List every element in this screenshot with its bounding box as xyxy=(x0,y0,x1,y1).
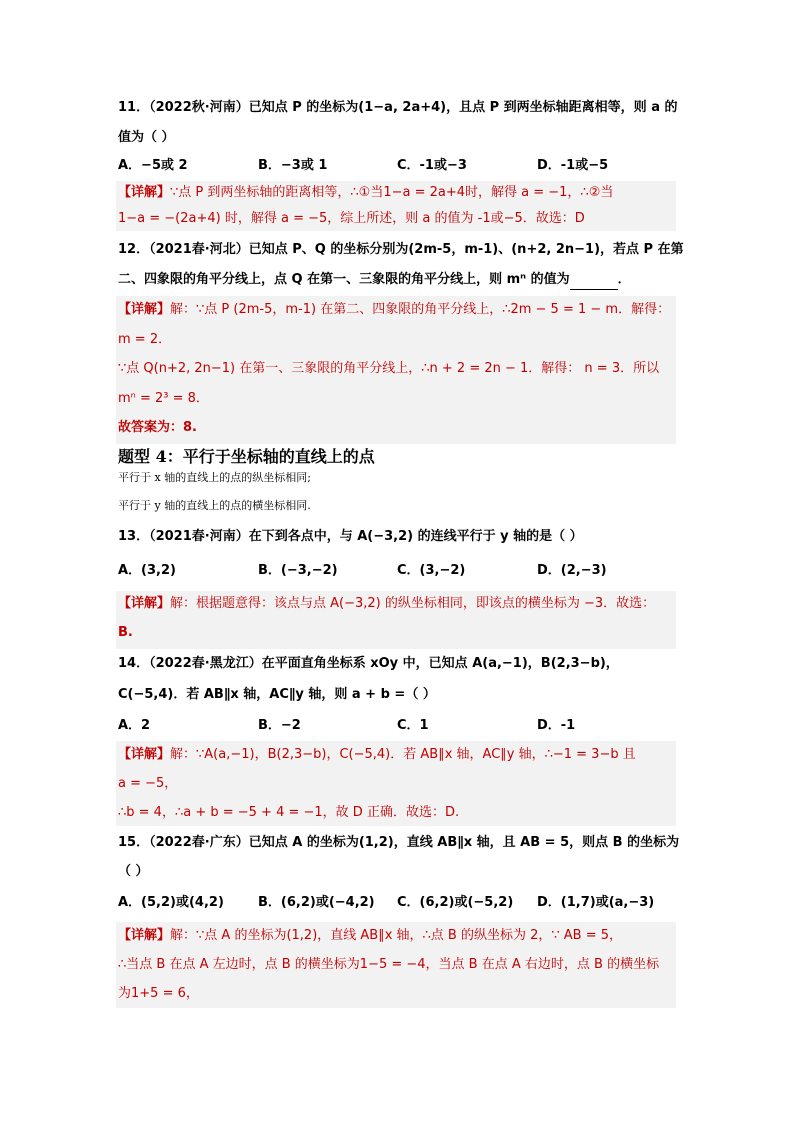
q12-answer-line2: m = 2． xyxy=(118,332,172,347)
q12-answer-line5: 故答案为：8. xyxy=(118,420,197,435)
q13-option-c: C．(3,−2) xyxy=(397,563,466,578)
q14-answer-line3: ∴b = 4，∴a + b = −5 + 4 = −1，故 D 正确．故选：D. xyxy=(118,805,460,820)
q11-option-d: D．-1或−5 xyxy=(537,158,609,173)
q15-option-a: A．(5,2)或(4,2) xyxy=(118,895,224,910)
q15-answer-line1: 【详解】解：∵点 A 的坐标为(1,2)，直线 AB∥x 轴，∴点 B 的纵坐标为 2，∵ AB = 5， xyxy=(118,928,623,943)
q14-option-b: B．−2 xyxy=(258,718,301,733)
q15-stem-line2: （ ） xyxy=(118,864,149,879)
q13-option-b: B．(−3,−2) xyxy=(258,563,338,578)
q11-stem-line1: 11．（2022秋·河南）已知点 P 的坐标为(1−a, 2a+4)，且点 P 到两坐标轴距离相等，则 a 的 xyxy=(118,100,678,115)
section-title: 题型 4：平行于坐标轴的直线上的点 xyxy=(118,447,375,466)
q14-option-c: C．1 xyxy=(397,718,429,733)
q14-option-d: D．-1 xyxy=(537,718,576,733)
q15-option-d: D．(1,7)或(a,−3) xyxy=(537,895,655,910)
q11-stem-line2: 值为（ ） xyxy=(118,130,175,145)
q11-option-a: A．−5或 2 xyxy=(118,158,188,173)
q12-answer-line3: ∵点 Q(n+2, 2n−1) 在第一、三象限的角平分线上，∴n + 2 = 2n − 1．解得： n = 3．所以 xyxy=(118,361,660,376)
q14-stem-line1: 14．（2022春·黑龙江）在平面直角坐标系 xOy 中，已知点 A(a,−1)，B(2,3−b)， xyxy=(118,656,619,671)
q13-option-a: A．(3,2) xyxy=(118,563,176,578)
q12-stem-line2: 二、四象限的角平分线上，点 Q 在第一、三象限的角平分线上，则 mⁿ 的值为 ． xyxy=(118,270,678,290)
q15-answer-line2: ∴当点 B 在点 A 左边时，点 B 的横坐标为1−5 = −4，当点 B 在点 A 右边时，点 B 的横坐标 xyxy=(118,957,660,972)
q14-option-a: A．2 xyxy=(118,718,151,733)
q12-answer-line4: mⁿ = 2³ = 8． xyxy=(118,391,209,406)
q11-option-c: C．-1或−3 xyxy=(397,158,467,173)
q14-answer-line2: a = −5， xyxy=(118,776,178,791)
q13-answer-line2: B. xyxy=(118,625,133,640)
q11-option-b: B．−3或 1 xyxy=(258,158,328,173)
q15-option-c: C．(6,2)或(−5,2) xyxy=(397,895,514,910)
q15-stem-line1: 15．（2022春·广东）已知点 A 的坐标为(1,2)，直线 AB∥x 轴，且 AB = 5，则点 B 的坐标为 xyxy=(118,835,680,850)
section-note-2: 平行于 y 轴的直线上的点的横坐标相同. xyxy=(118,499,311,512)
section-note-1: 平行于 x 轴的直线上的点的纵坐标相同; xyxy=(118,471,311,484)
q13-option-d: D．(2,−3) xyxy=(537,563,607,578)
q11-answer-line1: 【详解】∵点 P 到两坐标轴的距离相等，∴①当1−a = 2a+4时，解得 a = −1，∴②当 xyxy=(118,185,614,200)
q13-answer-line1: 【详解】解：根据题意得：该点与点 A(−3,2) 的纵坐标相同，即该点的横坐标为 −3．故选： xyxy=(118,596,656,611)
q15-option-b: B．(6,2)或(−4,2) xyxy=(258,895,375,910)
q13-stem-line1: 13．（2021春·河南）在下到各点中，与 A(−3,2) 的连线平行于 y 轴的是（ ） xyxy=(118,529,583,544)
q14-stem-line2: C(−5,4)．若 AB∥x 轴，AC∥y 轴，则 a + b =（ ） xyxy=(118,687,436,702)
q11-answer-line2: 1−a = −(2a+4) 时，解得 a = −5，综上所述，则 a 的值为 -1或−5．故选：D xyxy=(118,211,585,226)
q12-answer-blank xyxy=(570,275,618,290)
q12-stem-line1: 12．（2021春·河北）已知点 P、Q 的坐标分别为(2m-5，m-1)、(n+2, 2n−1)，若点 P 在第 xyxy=(118,242,684,257)
q15-answer-line3: 为1+5 = 6， xyxy=(118,986,199,1001)
q14-answer-line1: 【详解】解：∵A(a,−1)，B(2,3−b)，C(−5,4)．若 AB∥x 轴，AC∥y 轴，∴−1 = 3−b 且 xyxy=(118,747,636,762)
q12-answer-line1: 【详解】解：∵点 P (2m-5，m-1) 在第二、四象限的角平分线上，∴2m − 5 = 1 − m．解得： xyxy=(118,302,671,317)
